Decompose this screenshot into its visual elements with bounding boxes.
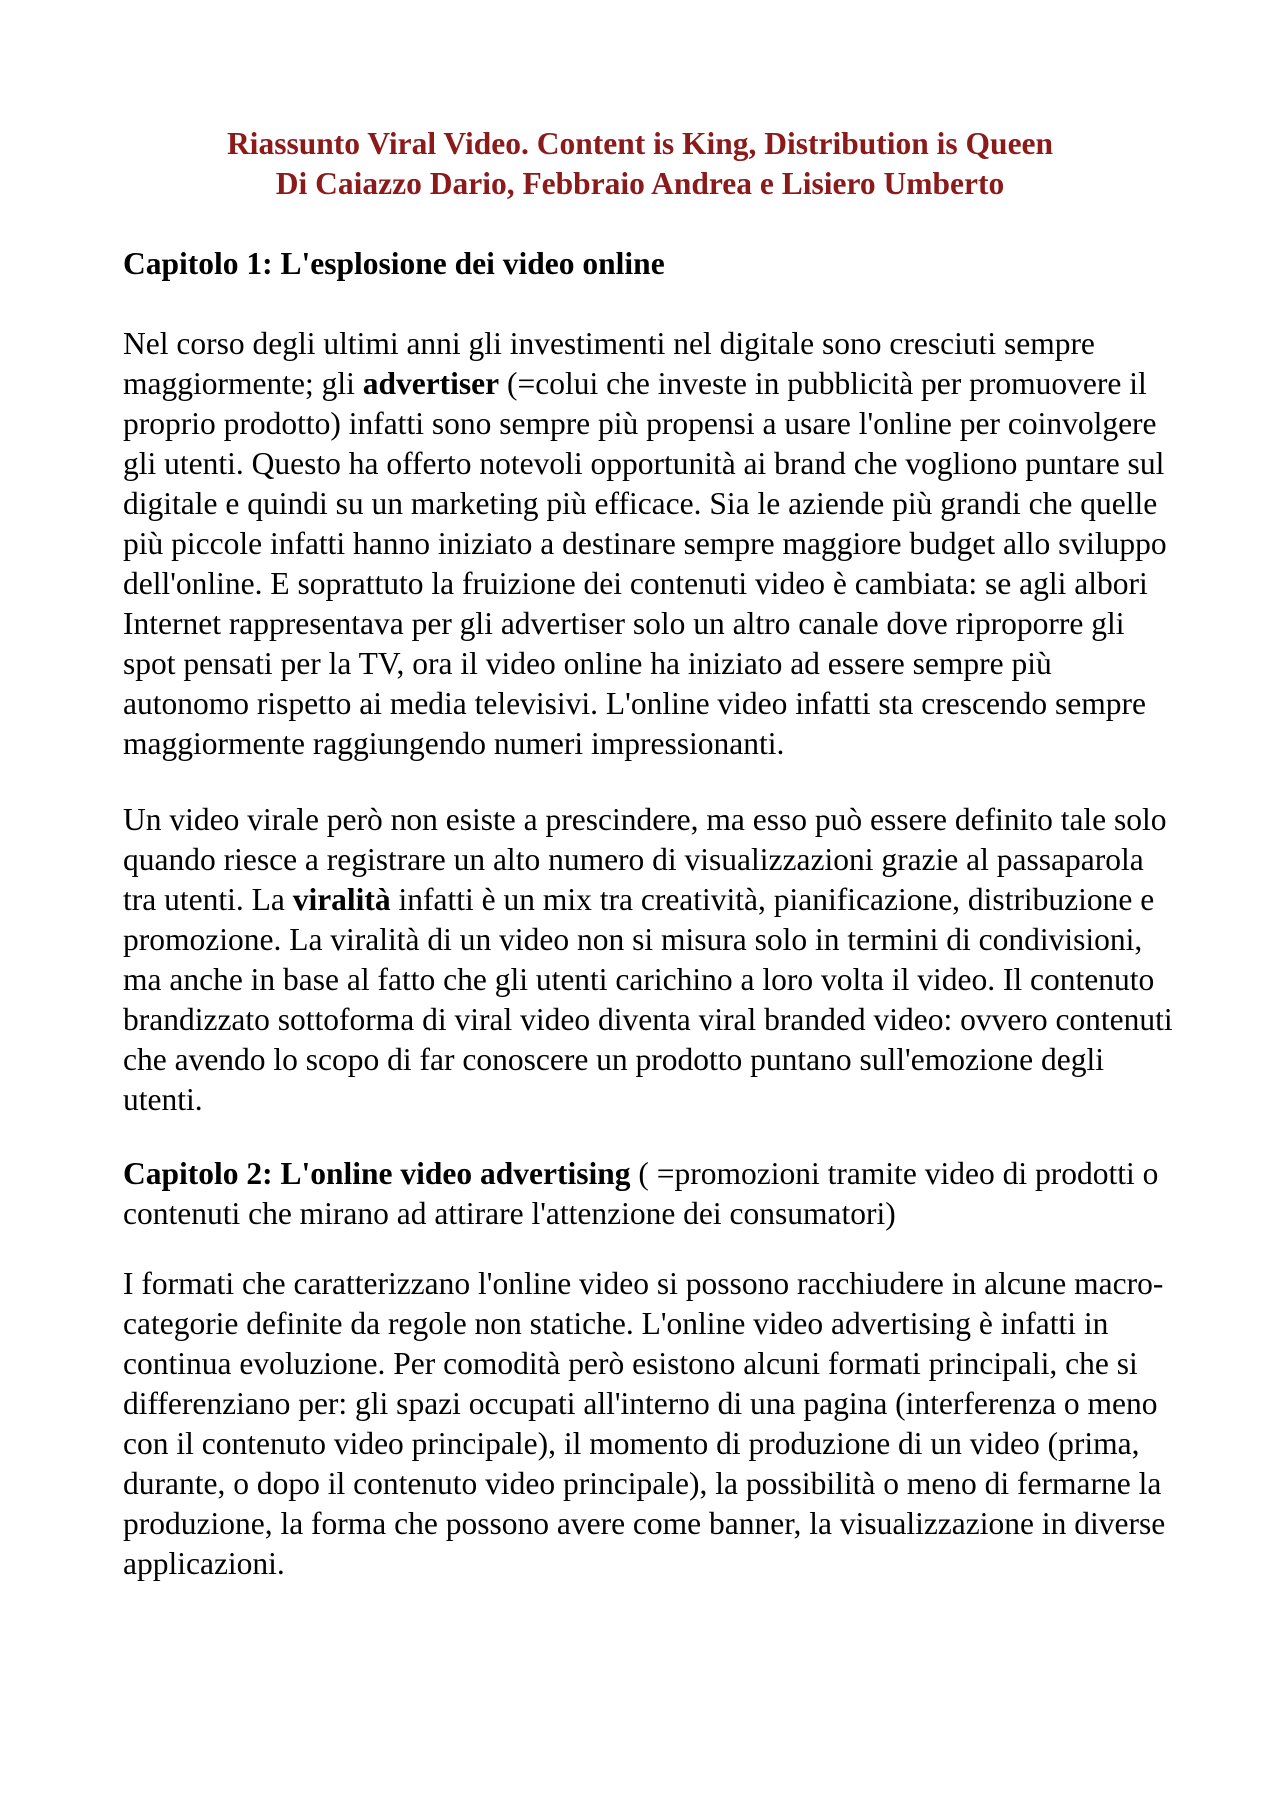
title-line-1: Riassunto Viral Video. Content is King, Distribution is Queen xyxy=(226,126,1054,161)
document-body xyxy=(123,244,1183,1584)
chapter-2-heading-note: ( =promozioni tramite video di prodotti o contenuti che mirano ad attirare l'attenzione dei consumatori) xyxy=(123,1156,1159,1231)
chapter-2-heading-line xyxy=(123,1154,1183,1234)
chapter-1-heading: Capitolo 1: L'esplosione dei video online xyxy=(123,246,665,281)
paragraph-text: infatti è un mix tra creatività, pianificazione, distribuzione e promozione. La viralità di un video non si misura solo in termini di condivisioni, ma anche in base al fatto che gli utenti carichino a loro volta il video. Il contenuto brandizzato sottoforma di viral video diventa viral branded video: ovvero contenuti che avendo lo scopo di far conoscere un prodotto puntano sull'emozione degli utenti. xyxy=(123,882,1173,1117)
term-advertiser: advertiser xyxy=(362,366,500,401)
paragraph-text: Un video virale però non esiste a prescindere, ma esso può essere definito tale solo quando riesce a registrare un alto numero di visualizzazioni grazie al passaparola tra utenti. La xyxy=(123,802,1167,917)
paragraph-text: (=colui che investe in pubblicità per promuovere il proprio prodotto) infatti sono sempre più propensi a usare l'online per coinvolgere gli utenti. Questo ha offerto notevoli opportunità ai brand che vogliono puntare sul digitale e quindi su un marketing più efficace. Sia le aziende più grandi che quelle più piccole infatti hanno iniziato a destinare sempre maggiore budget allo sviluppo dell'online. E soprattuto la fruizione dei contenuti video è cambiata: se agli albori Internet rappresentava per gli advertiser solo un altro canale dove riproporre gli spot pensati per la TV, ora il video online ha iniziato ad essere sempre più autonomo rispetto ai media televisivi. L'online video infatti sta crescendo sempre maggiormente raggiungendo numeri impressionanti. xyxy=(123,366,1167,761)
paragraph-text: Nel corso degli ultimi anni gli investimenti nel digitale sono cresciuti sempre maggiormente; gli xyxy=(123,326,1095,401)
chapter-2-heading: Capitolo 2: L'online video advertising xyxy=(123,1156,631,1191)
chapter-2-paragraph-1: I formati che caratterizzano l'online video si possono racchiudere in alcune macro-categorie definite da regole non statiche. L'online video advertising è infatti in continua evoluzione. Per comodità però esistono alcuni formati principali, che si differenziano per: gli spazi occupati all'interno di una pagina (interferenza o meno con il contenuto video principale), il momento di produzione di un video (prima, durante, o dopo il contenuto video principale), la possibilità o meno di fermarne la produzione, la forma che possono avere come banner, la visualizzazione in diverse applicazioni. xyxy=(123,1266,1166,1581)
document-title xyxy=(0,124,1280,204)
chapter-1-paragraph-1 xyxy=(123,324,1183,764)
chapter-1-paragraph-2 xyxy=(123,800,1183,1120)
title-line-2-authors: Di Caiazzo Dario, Febbraio Andrea e Lisiero Umberto xyxy=(275,166,1005,201)
term-viralita: viralità xyxy=(292,882,391,917)
